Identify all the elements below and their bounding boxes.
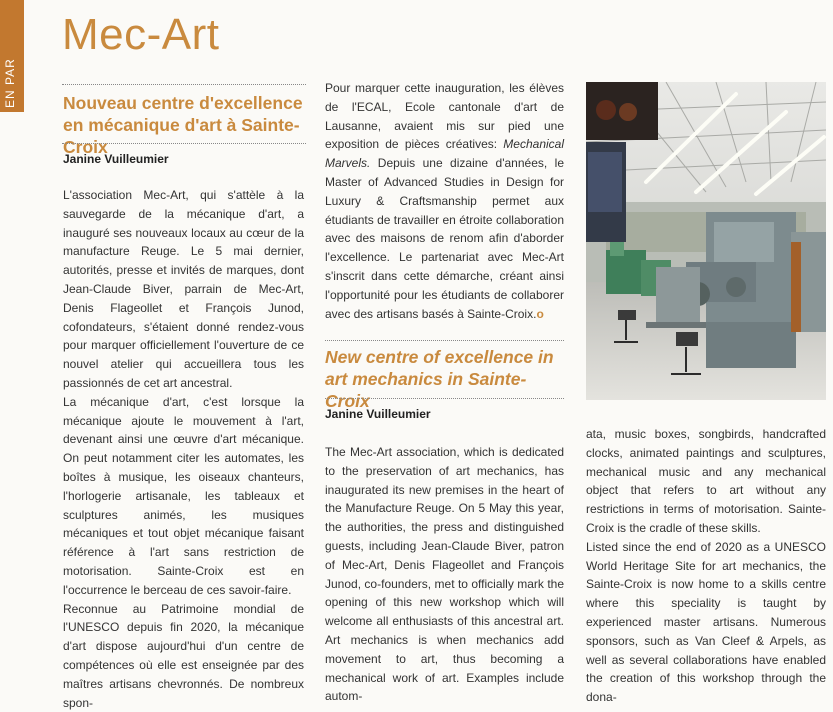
paragraph-text: Pour marquer cette inauguration, les élèves de l'ECAL, Ecole cantonale d'art de Lausanne, avaient mis sur pied une exposition de pièces créatives:: [325, 81, 564, 152]
paragraph: Reconnue au Patrimoine mondial de l'UNESCO depuis fin 2020, la mécanique d'art dispose aujourd'hui d'un centre de compétences où elle est enseignée par des maîtres artisans chevronnés. De nombreux spon-: [63, 601, 304, 710]
end-mark: o: [536, 306, 544, 321]
english-headline: New centre of excellence in art mechanics in Sainte-Croix: [325, 347, 554, 411]
paragraph: [325, 79, 564, 323]
masthead-title: Mec-Art: [62, 10, 220, 59]
divider: [325, 340, 564, 341]
divider: [62, 84, 306, 85]
divider: [325, 398, 564, 399]
workshop-photo-illustration: [586, 82, 826, 400]
english-column-2: [586, 425, 826, 707]
french-column-2: [325, 79, 564, 323]
divider: [62, 143, 306, 144]
exhibition-title: Mechanical Marvels.: [325, 137, 564, 171]
paragraph: L'association Mec-Art, qui s'attèle à la sauvegarde de la mécanique d'art, a inauguré ses nouveaux locaux au cœur de la manufacture Reuge. Le 5 mai dernier, autorités, presse et invités de marques, dont Jean-Claude Biver, parrain de Mec-Art, Denis Flageollet et François Junod, cofondateurs, s'étaient donné rendez-vous pour marquer officiellement l'ouverture de ce nouvel atelier qui accueillera tous les passionnés de cet art ancestral.: [63, 188, 304, 390]
paragraph: Listed since the end of 2020 as a UNESCO World Heritage Site for art mechanics, the Sainte-Croix is now home to a skills centre where this speciality is taught by experienced master artisans. Numerous sponsors, such as Van Cleef & Arpels, as well as several collaborations have enabled the creation of this workshop through the dona-: [586, 539, 826, 705]
paragraph: ata, music boxes, songbirds, handcrafted clocks, animated paintings and sculptures, mechanical music and any mechanical object that refers to art without any restrictions in terms of motorisation. Sainte-Croix is the cradle of these skills.: [586, 427, 826, 535]
french-headline: Nouveau centre d'excellence en mécanique d'art à Sainte-Croix: [63, 93, 303, 157]
english-author: Janine Vuilleumier: [325, 407, 431, 421]
french-column-1: [63, 186, 304, 712]
section-tab-label: EN PAR: [3, 58, 17, 108]
paragraph: The Mec-Art association, which is dedicated to the preservation of art mechanics, has inaugurated its new premises in the heart of the Manufacture Reuge. On 5 May this year, the authorities, the press and distinguished guests, including Jean-Claude Biver, patron of Mec-Art, Denis Flageollet and François Junod, co-founders, met to officially mark the opening of this new workshop which will welcome all enthusiasts of this ancestral art. Art mechanics is when mechanics add movement to art, thus becoming a mechanical work of art. Examples include autom-: [325, 445, 564, 704]
english-column-1: [325, 443, 564, 706]
paragraph: La mécanique d'art, c'est lorsque la mécanique ajoute le mouvement à l'art, devenant ainsi une œuvre d'art mécanique. On peut notamment citer les automates, les boîtes à musique, les oiseaux chanteurs, l'horlogerie artisanale, les tableaux et sculptures animés, les musiques mécaniques et tout objet mécanique faisant référence à l'art sans restriction de motorisation. Sainte-Croix est en l'occurrence le berceau de ces savoir-faire.: [63, 394, 304, 597]
section-tab: [0, 0, 24, 112]
french-author: Janine Vuilleumier: [63, 152, 169, 166]
paragraph-text: Depuis une dizaine d'années, le Master of Advanced Studies in Design for Luxury & Craftsmanship permet aux étudiants de travailler en étroite collaboration avec des maisons de renom afin d'aborder l'excellence. Le partenariat avec Mec-Art s'inscrit dans cette démarche, créant ainsi l'opportunité pour les étudiants de collaborer avec des artisans basés à Sainte-Croix.: [325, 156, 564, 321]
workshop-photo: [586, 82, 826, 400]
